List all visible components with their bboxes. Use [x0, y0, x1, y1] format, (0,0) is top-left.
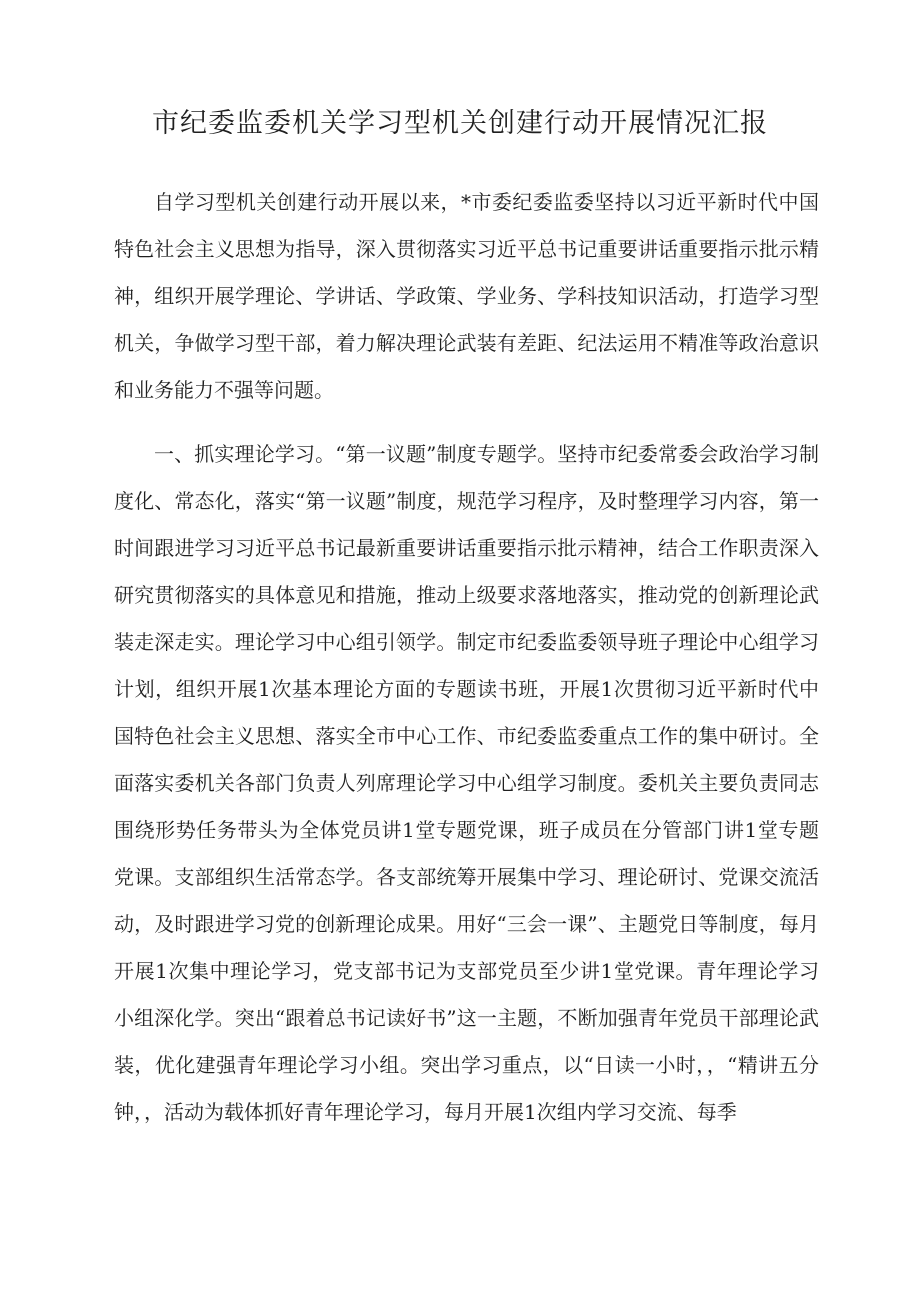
paragraph-intro: 自学习型机关创建行动开展以来，*市委纪委监委坚持以习近平新时代中国特色社会主义思想为指导，深入贯彻落实习近平总书记重要讲话重要指示批示精神，组织开展学理论、学讲话、学政策、学业务、学科技知识活动，打造学习型机关，争做学习型干部，着力解决理论武装有差距、纪法运用不精准等政治意识和业务能力不强等问题。: [114, 190, 819, 402]
paragraph-theory-study: 一、抓实理论学习。“第一议题”制度专题学。坚持市纪委常委会政治学习制度化、常态化，落实“第一议题”制度，规范学习程序，及时整理学习内容，第一时间跟进学习习近平总书记最新重要讲话重要指示批示精神，结合工作职责深入研究贯彻落实的具体意见和措施，推动上级要求落地落实，推动党的创新理论武装走深走实。理论学习中心组引领学。制定市纪委监委领导班子理论中心组学习计划，组织开展1次基本理论方面的专题读书班，开展1次贯彻习近平新时代中国特色社会主义思想、落实全市中心工作、市纪委监委重点工作的集中研讨。全面落实委机关各部门负责人列席理论学习中心组学习制度。委机关主要负责同志围绕形势任务带头为全体党员讲1堂专题党课，班子成员在分管部门讲1堂专题党课。支部组织生活常态学。各支部统筹开展集中学习、理论研讨、党课交流活动，及时跟进学习党的创新理论成果。用好“三会一课”、主题党日等制度，每月开展1次集中理论学习，党支部书记为支部党员至少讲1堂党课。青年理论学习小组深化学。突出“跟着总书记读好书”这一主题，不断加强青年党员干部理论武装，优化建强青年理论学习小组。突出学习重点，以“日读一小时，，“精讲五分钟，，活动为载体抓好青年理论学习，每月开展1次组内学习交流、每季: [114, 442, 819, 1124]
document-title: 市纪委监委机关学习型机关创建行动开展情况汇报: [152, 108, 768, 139]
